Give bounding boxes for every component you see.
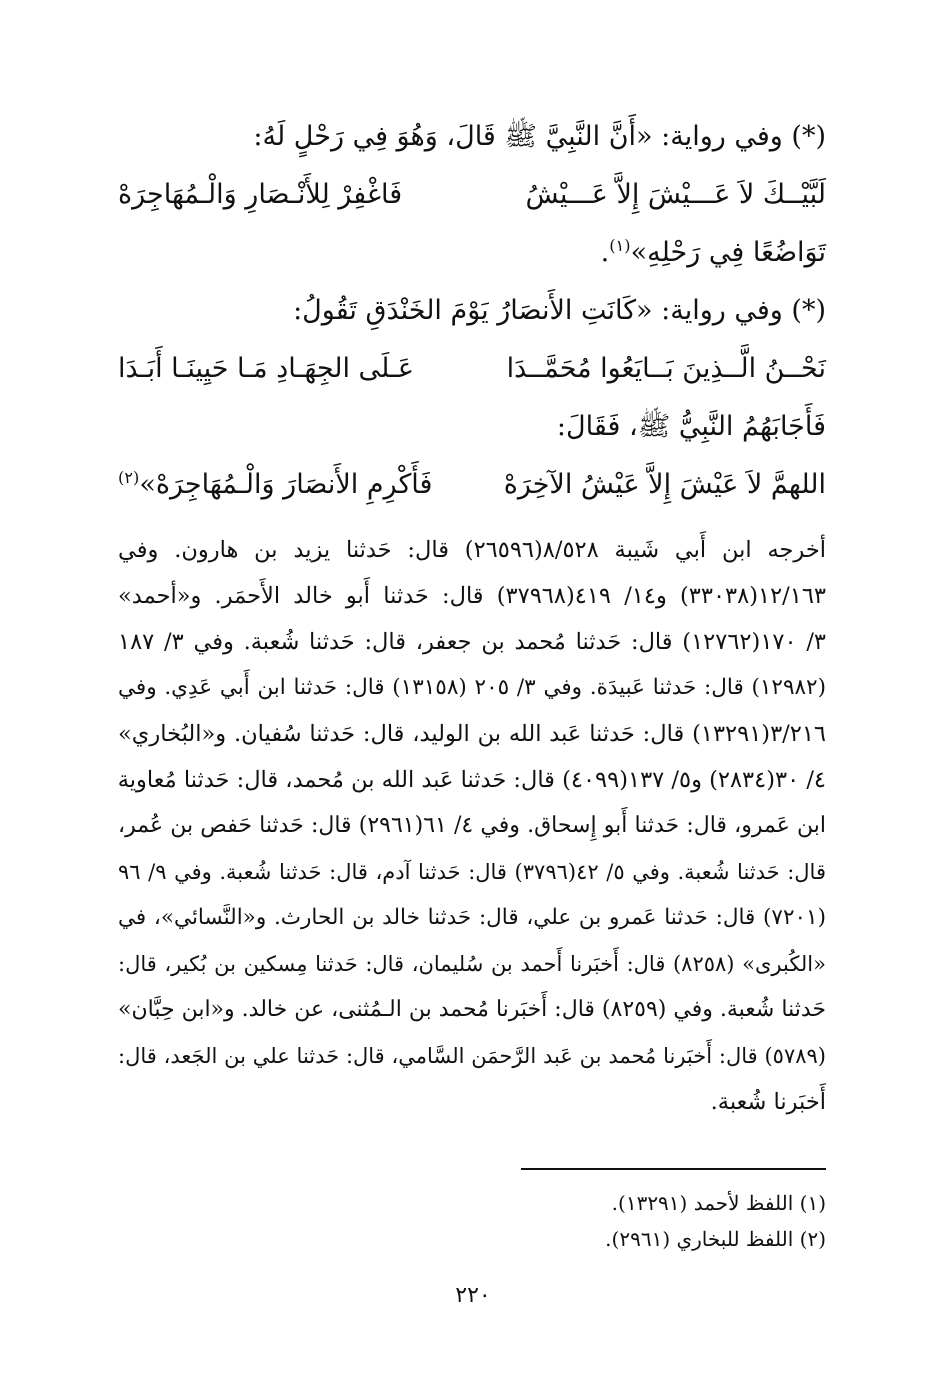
footnote-ref-2: (٢) [118, 468, 140, 487]
footnote-2: (٢) اللفظ للبخاري (٢٩٦١). [605, 1227, 826, 1251]
footnote-separator [521, 1168, 826, 1170]
takhrij-line: ٤/ ٣٠(٢٨٣٤) و٥/ ١٣٧(٤٠٩٩) قال: حَدثنا عَبد الله بن مُحمد، قال: حَدثنا مُعاوية [117, 767, 826, 793]
verse-1-second-hemistich: فَاغْفِرْ لِلأَنْـصَارِ وَالْـمُهَاجِرَهْ [118, 179, 403, 210]
verse-1-first-hemistich: لَبَّيْــكَ لاَ عَـــيْشَ إِلاَّ عَـــيْشُ [525, 179, 826, 210]
takhrij-line: ابن عَمرو، قال: حَدثنا أَبو إِسحاق. وفي ٤/ ٦١(٢٩٦١) قال: حَدثنا حَفص بن عُمر، [118, 813, 826, 838]
takhrij-line: حَدثنا شُعبة. وفي (٨٢٥٩) قال: أَخبَرنا مُحمد بن الـمُثنى، عن خالد. و«ابن حِبَّان» [118, 997, 826, 1022]
footnote-ref-1: (١) [609, 236, 631, 255]
takhrij-line: قال: حَدثنا شُعبة. وفي ٥/ ٤٢(٣٧٩٦) قال: حَدثنا آدم، قال: حَدثنا شُعبة. وفي ٩/ ٩٦ [118, 860, 826, 884]
narration-line-2-end: . [600, 237, 610, 268]
verse-line-3 [118, 456, 826, 514]
verse-3-first-hemistich: اللهمَّ لاَ عَيْشَ إِلاَّ عَيْشُ الآخِرَهْ [503, 469, 826, 500]
hadith-verses-section [118, 108, 826, 514]
takhrij-paragraph [118, 527, 826, 1125]
verse-3-second-hemistich-text: فَأَكْرِمِ الأَنصَارَ وَالْـمُهَاجِرَهْ» [139, 469, 433, 500]
verse-line-1 [118, 166, 826, 224]
takhrij-line: (٥٧٨٩) قال: أَخبَرنا مُحمد بن عَبد الرَّحمَن السَّامي، قال: حَدثنا علي بن الجَعد، قال: [118, 1044, 826, 1068]
narration-line-2 [118, 224, 826, 282]
takhrij-line: أخرجه ابن أَبي شَيبة ٨/٥٢٨(٢٦٥٩٦) قال: حَدثنا يزيد بن هارون. وفي [118, 537, 826, 563]
narration-line-2-text: تَوَاضُعًا فِي رَحْلِهِ» [630, 237, 826, 268]
verse-2-second-hemistich: عَـلَى الجِهَـادِ مَـا حَيِينَـا أَبَـدَا [118, 353, 415, 384]
takhrij-line: أَخبَرنا شُعبة. [710, 1089, 826, 1115]
takhrij-line: (١٢٩٨٢) قال: حَدثنا عَبيدَة. وفي ٣/ ٢٠٥ (١٣١٥٨) قال: حَدثنا ابن أَبي عَدِي. وفي [118, 675, 826, 700]
takhrij-line: (٧٢٠١) قال: حَدثنا عَمرو بن علي، قال: حَدثنا خالد بن الحارث. و«النَّسائي»، في [118, 905, 826, 930]
verse-2-first-hemistich: نَحْــنُ الَّــذِينَ بَــايَعُوا مُحَمَّــدَا [506, 353, 826, 384]
verse-line-2 [118, 340, 826, 398]
narration-line-3: (*) وفي رواية: «كَانَتِ الأَنصَارُ يَوْمَ الخَنْدَقِ تَقُولُ: [293, 295, 826, 326]
footnote-1: (١) اللفظ لأحمد (١٣٢٩١). [611, 1191, 826, 1215]
narration-line-1: (*) وفي رواية: «أَنَّ النَّبِيَّ ﷺ قَالَ، وَهُوَ فِي رَحْلٍ لَهُ: [253, 121, 826, 152]
takhrij-line: ١٢/١٦٣(٣٣٠٣٨) و١٤/ ٤١٩(٣٧٩٦٨) قال: حَدثنا أَبو خالد الأَحمَر. و«أحمد» [118, 583, 827, 609]
footnotes [118, 1185, 826, 1257]
page-number: ٢٢٠ [455, 1283, 491, 1308]
takhrij-line: «الكُبرى» (٨٢٥٨) قال: أَخبَرنا أَحمد بن سُليمان، قال: حَدثنا مِسكين بن بُكير، قال: [118, 952, 826, 976]
takhrij-line: ٣/ ١٧٠(١٢٧٦٢) قال: حَدثنا مُحمد بن جعفر، قال: حَدثنا شُعبة. وفي ٣/ ١٨٧ [118, 629, 827, 655]
takhrij-line: ٣/٢١٦(١٣٢٩١) قال: حَدثنا عَبد الله بن الوليد، قال: حَدثنا سُفيان. و«البُخاري» [118, 721, 826, 747]
narration-line-4: فَأَجَابَهُمُ النَّبِيُّ ﷺ، فَقَالَ: [556, 411, 826, 442]
verse-3-second-hemistich [118, 456, 432, 514]
